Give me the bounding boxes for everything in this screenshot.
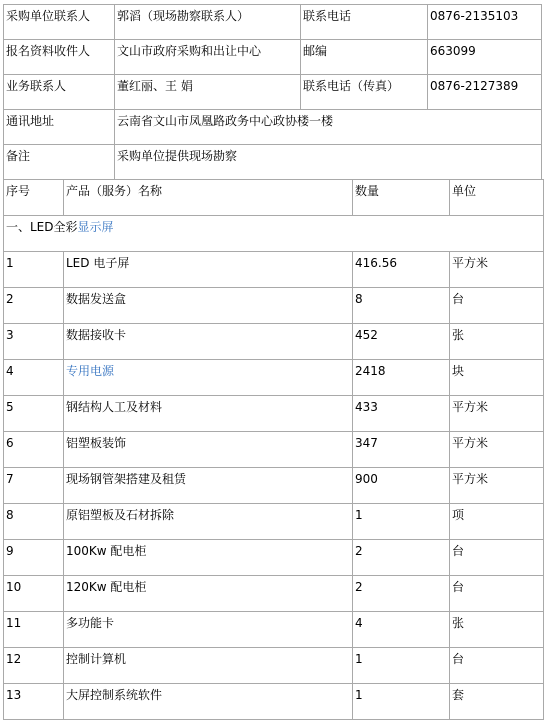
address-row <box>4 110 542 145</box>
item-name-link[interactable]: 专用电源 <box>66 364 115 378</box>
note-value: 采购单位提供现场勘察 <box>115 145 542 180</box>
item-unit: 平方米 <box>450 432 544 468</box>
item-name: 120Kw 配电柜 <box>64 576 353 612</box>
table-row <box>4 360 544 396</box>
item-name: 控制计算机 <box>64 648 353 684</box>
header-name: 产品（服务）名称 <box>64 180 353 216</box>
item-name: 数据接收卡 <box>64 324 353 360</box>
item-unit: 台 <box>450 576 544 612</box>
contact-value: 663099 <box>428 40 542 75</box>
item-qty: 1 <box>353 648 450 684</box>
header-qty: 数量 <box>353 180 450 216</box>
table-row <box>4 540 544 576</box>
contact-label: 采购单位联系人 <box>4 5 115 40</box>
section-title <box>4 216 544 252</box>
item-no: 13 <box>4 684 64 720</box>
header-no: 序号 <box>4 180 64 216</box>
item-name: 多功能卡 <box>64 612 353 648</box>
item-qty: 1 <box>353 684 450 720</box>
note-row <box>4 145 542 180</box>
item-no: 3 <box>4 324 64 360</box>
contact-value: 0876-2127389 <box>428 75 542 110</box>
item-unit: 平方米 <box>450 252 544 288</box>
item-unit: 块 <box>450 360 544 396</box>
table-row <box>4 396 544 432</box>
table-row <box>4 504 544 540</box>
items-header-row <box>4 180 544 216</box>
item-no: 11 <box>4 612 64 648</box>
table-row <box>4 252 544 288</box>
section-row <box>4 216 544 252</box>
contact-value: 0876-2135103 <box>428 5 542 40</box>
contact-info-table <box>3 4 542 180</box>
item-no: 9 <box>4 540 64 576</box>
item-unit: 张 <box>450 324 544 360</box>
contact-label: 报名资料收件人 <box>4 40 115 75</box>
item-name: 数据发送盒 <box>64 288 353 324</box>
table-row <box>4 612 544 648</box>
item-name: 100Kw 配电柜 <box>64 540 353 576</box>
contact-row <box>4 5 542 40</box>
item-no: 8 <box>4 504 64 540</box>
contact-value: 董红丽、王 娟 <box>115 75 301 110</box>
item-name <box>64 360 353 396</box>
item-unit: 平方米 <box>450 396 544 432</box>
item-qty: 1 <box>353 504 450 540</box>
item-qty: 2 <box>353 576 450 612</box>
item-no: 6 <box>4 432 64 468</box>
table-row <box>4 288 544 324</box>
table-row <box>4 324 544 360</box>
item-qty: 2418 <box>353 360 450 396</box>
header-unit: 单位 <box>450 180 544 216</box>
item-unit: 台 <box>450 648 544 684</box>
contact-label: 联系电话（传真） <box>301 75 428 110</box>
item-no: 12 <box>4 648 64 684</box>
table-row <box>4 648 544 684</box>
section-prefix: 一、LED全彩 <box>6 220 78 234</box>
item-unit: 项 <box>450 504 544 540</box>
item-qty: 416.56 <box>353 252 450 288</box>
item-name: 大屏控制系统软件 <box>64 684 353 720</box>
table-row <box>4 684 544 720</box>
item-name: 原铝塑板及石材拆除 <box>64 504 353 540</box>
item-name: 钢结构人工及材料 <box>64 396 353 432</box>
item-qty: 4 <box>353 612 450 648</box>
item-unit: 台 <box>450 540 544 576</box>
contact-row <box>4 75 542 110</box>
item-unit: 套 <box>450 684 544 720</box>
item-no: 7 <box>4 468 64 504</box>
item-no: 10 <box>4 576 64 612</box>
item-qty: 2 <box>353 540 450 576</box>
table-row <box>4 576 544 612</box>
contact-label: 业务联系人 <box>4 75 115 110</box>
item-no: 5 <box>4 396 64 432</box>
item-no: 1 <box>4 252 64 288</box>
item-qty: 8 <box>353 288 450 324</box>
table-row <box>4 468 544 504</box>
item-unit: 平方米 <box>450 468 544 504</box>
item-name: 现场钢管架搭建及租赁 <box>64 468 353 504</box>
item-no: 2 <box>4 288 64 324</box>
section-link[interactable]: 显示屏 <box>77 220 114 234</box>
item-qty: 900 <box>353 468 450 504</box>
item-no: 4 <box>4 360 64 396</box>
item-unit: 张 <box>450 612 544 648</box>
item-qty: 452 <box>353 324 450 360</box>
item-name: LED 电子屏 <box>64 252 353 288</box>
item-qty: 433 <box>353 396 450 432</box>
note-label: 备注 <box>4 145 115 180</box>
table-row <box>4 432 544 468</box>
item-unit: 台 <box>450 288 544 324</box>
contact-value: 郭滔（现场勘察联系人） <box>115 5 301 40</box>
items-table <box>3 179 544 720</box>
address-label: 通讯地址 <box>4 110 115 145</box>
contact-label: 邮编 <box>301 40 428 75</box>
item-name: 铝塑板装饰 <box>64 432 353 468</box>
contact-label: 联系电话 <box>301 5 428 40</box>
contact-row <box>4 40 542 75</box>
address-value: 云南省文山市凤凰路政务中心政协楼一楼 <box>115 110 542 145</box>
item-qty: 347 <box>353 432 450 468</box>
contact-value: 文山市政府采购和出让中心 <box>115 40 301 75</box>
